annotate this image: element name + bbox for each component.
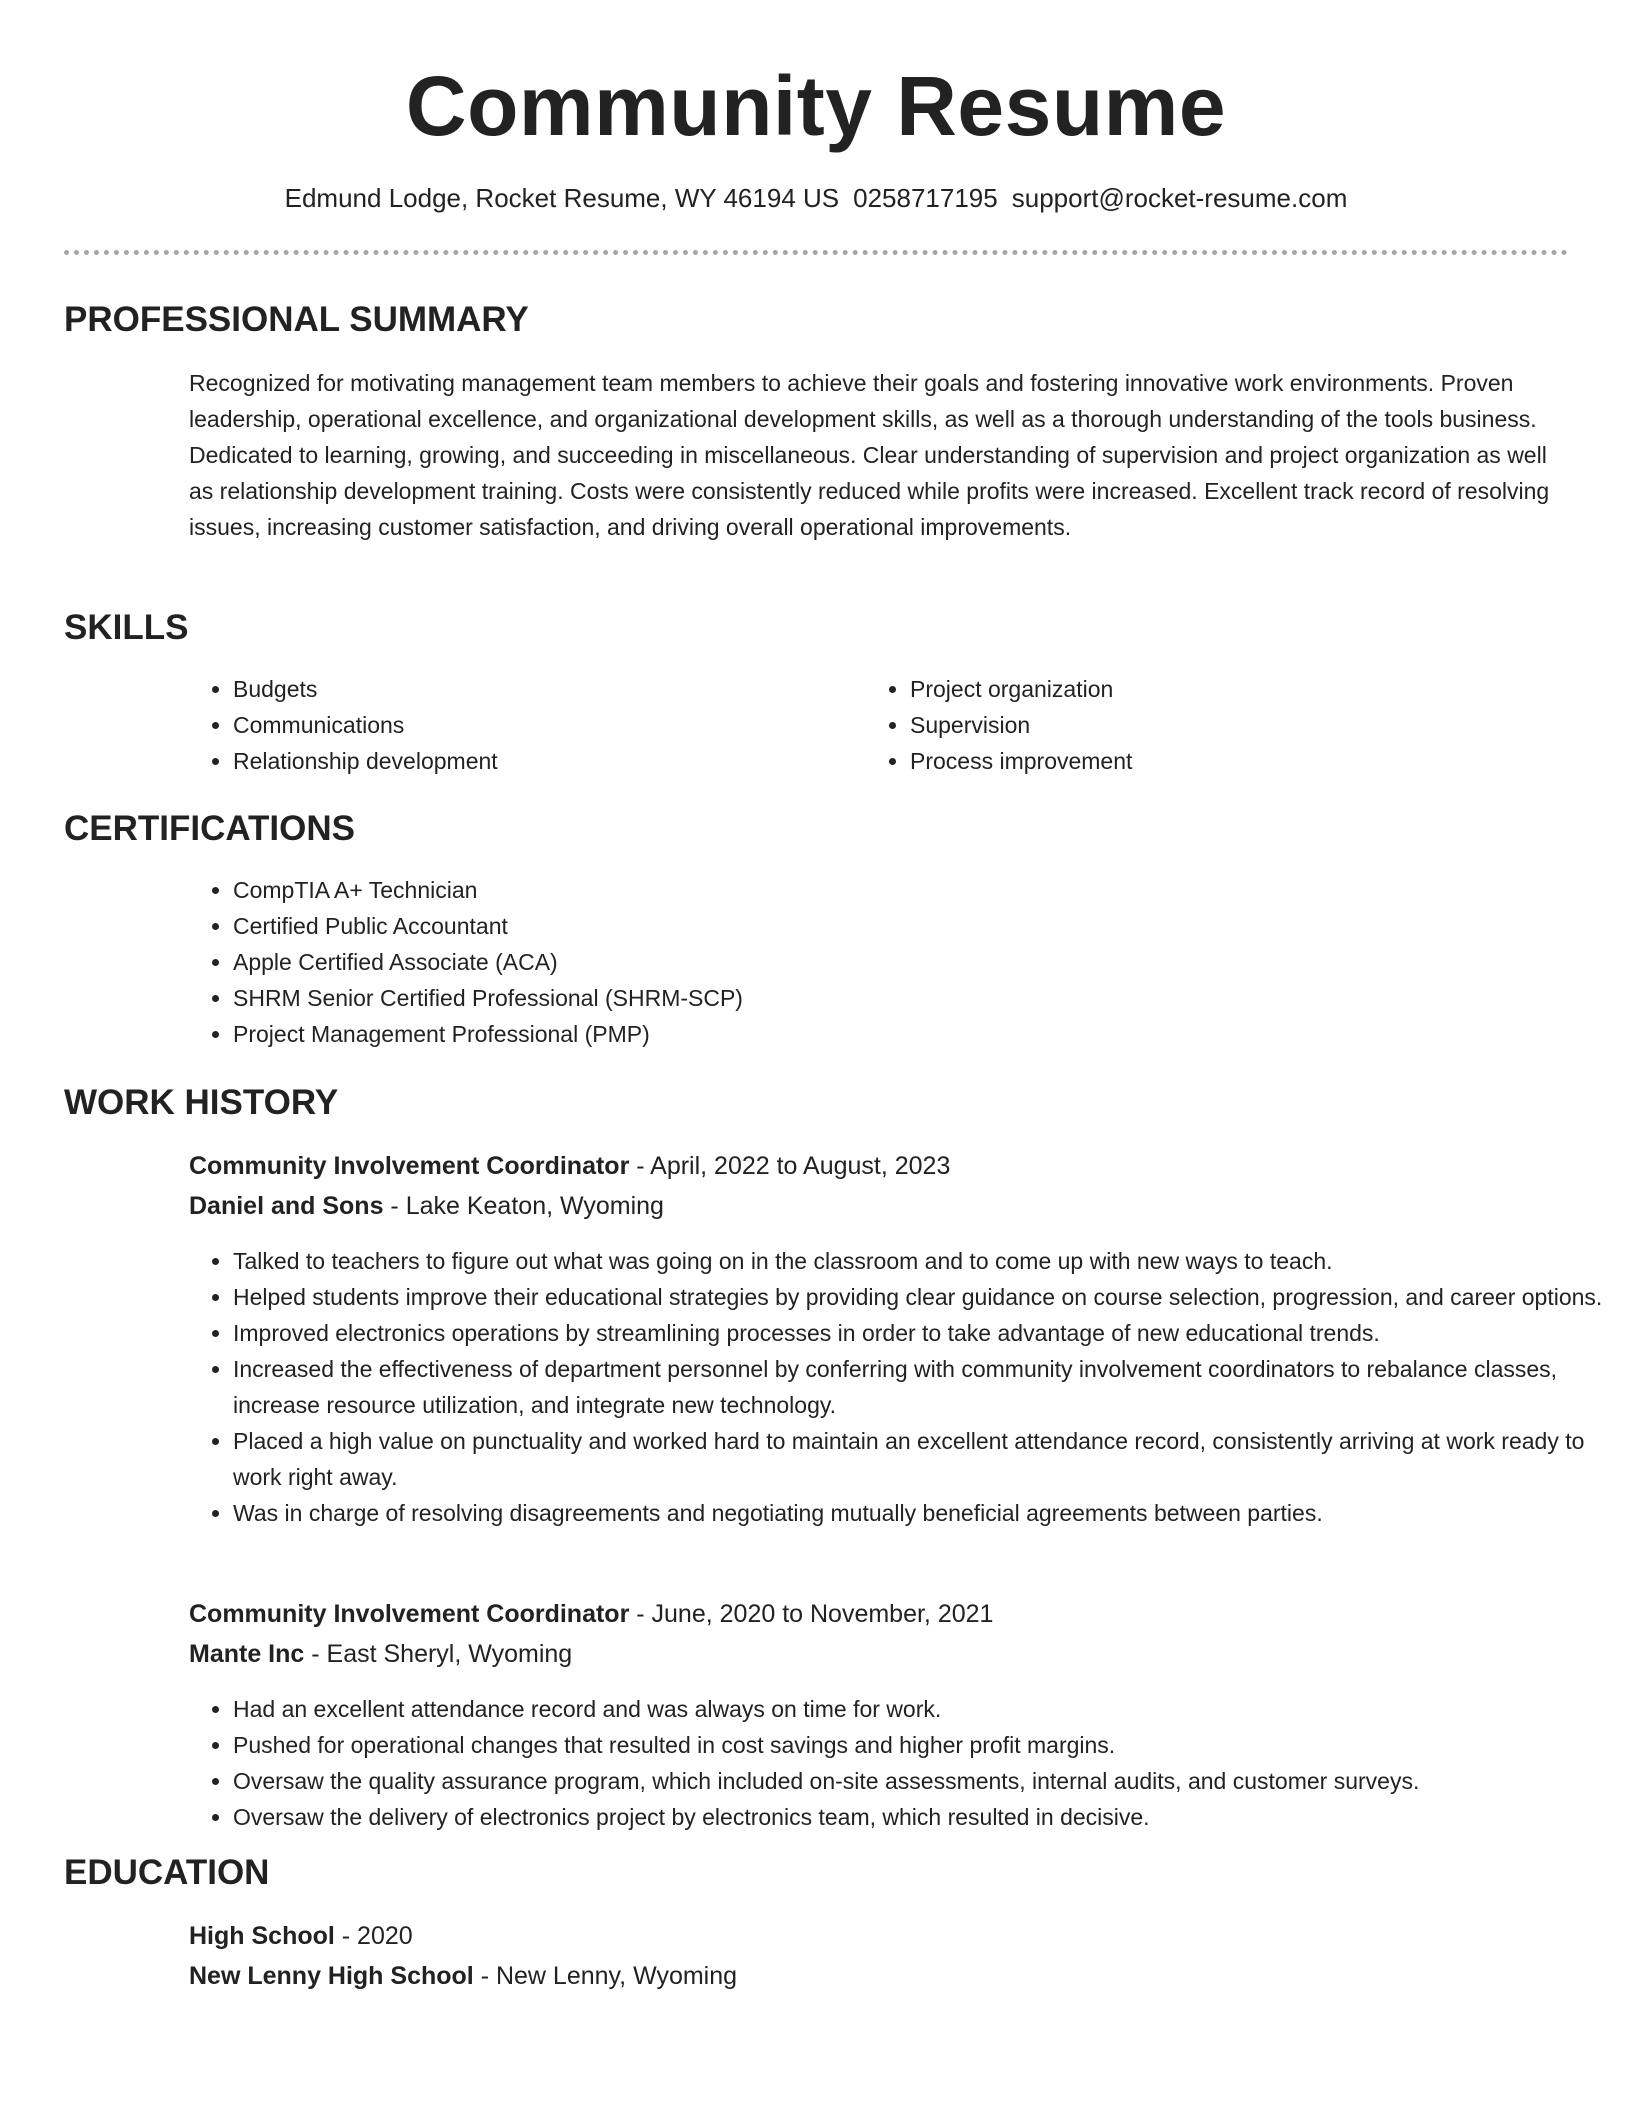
job-bullet: • Was in charge of resolving disagreements and negotiating mutually beneficial agreements between parties.: [233, 1495, 1618, 1531]
skill-item: • Budgets: [233, 671, 833, 707]
work-history-heading: WORK HISTORY: [64, 1083, 339, 1122]
certification-item: • Apple Certified Associate (ACA): [233, 944, 1433, 980]
skills-list-right: [866, 671, 1510, 779]
certification-item: • Project Management Professional (PMP): [233, 1016, 1433, 1052]
skill-item: • Project organization: [910, 671, 1510, 707]
job-company-line: [189, 1636, 572, 1672]
job-title-line: [189, 1596, 993, 1632]
summary-text: Recognized for motivating management team members to achieve their goals and fostering innovative work environments. Proven leadership, operational excellence, and organizational development skills, as well as a thorough understanding of the tools business. Dedicated to learning, growing, and succeeding in miscellaneous. Clear understanding of supervision and project organization as well as relationship development training. Costs were consistently reduced while profits were increased. Excellent track record of resolving issues, increasing customer satisfaction, and driving overall operational improvements.: [189, 370, 1550, 540]
job-bullet: • Placed a high value on punctuality and worked hard to maintain an excellent attendance record, consistently arriving at work ready to work right away.: [233, 1423, 1618, 1495]
job-dates: - June, 2020 to November, 2021: [629, 1600, 994, 1628]
skill-item: • Relationship development: [233, 743, 833, 779]
contact-phone: 0258717195: [853, 183, 998, 213]
job-role: Community Involvement Coordinator: [189, 1600, 630, 1628]
job-company-line: [189, 1188, 664, 1224]
education-school: New Lenny High School: [189, 1962, 474, 1990]
resume-name: Community Resume: [405, 59, 1227, 153]
certification-item: • CompTIA A+ Technician: [233, 872, 1433, 908]
job-dates: - April, 2022 to August, 2023: [629, 1152, 951, 1180]
job-location: - East Sheryl, Wyoming: [304, 1640, 573, 1668]
summary-heading: PROFESSIONAL SUMMARY: [64, 300, 529, 339]
job-bullet: • Oversaw the delivery of electronics project by electronics team, which resulted in decisive.: [233, 1799, 1618, 1835]
education-year: - 2020: [334, 1922, 413, 1950]
job-bullets: [189, 1243, 1618, 1531]
certifications-heading: CERTIFICATIONS: [64, 809, 356, 848]
job-company: Daniel and Sons: [189, 1192, 384, 1220]
skills-list-left: [189, 671, 833, 779]
job-bullets: [189, 1691, 1618, 1835]
job-bullet: • Oversaw the quality assurance program, which included on-site assessments, internal audits, and customer surveys.: [233, 1763, 1618, 1799]
certification-item: • SHRM Senior Certified Professional (SHRM-SCP): [233, 980, 1433, 1016]
job-bullet: • Talked to teachers to figure out what was going on in the classroom and to come up with new ways to teach.: [233, 1243, 1618, 1279]
education-location: - New Lenny, Wyoming: [473, 1962, 738, 1990]
job-location: - Lake Keaton, Wyoming: [383, 1192, 664, 1220]
job-title-line: [189, 1148, 950, 1184]
job-company: Mante Inc: [189, 1640, 305, 1668]
education-degree: High School: [189, 1922, 335, 1950]
contact-address: Edmund Lodge, Rocket Resume, WY 46194 US: [284, 183, 840, 213]
job-role: Community Involvement Coordinator: [189, 1152, 630, 1180]
education-school-line: [189, 1958, 737, 1994]
contact-line: [0, 180, 1632, 216]
certifications-list: [189, 872, 1433, 1052]
job-bullet: • Helped students improve their educational strategies by providing clear guidance on course selection, progression, and career options.: [233, 1279, 1618, 1315]
education-heading: EDUCATION: [64, 1853, 270, 1892]
job-bullet: • Had an excellent attendance record and was always on time for work.: [233, 1691, 1618, 1727]
skill-item: • Process improvement: [910, 743, 1510, 779]
job-bullet: • Pushed for operational changes that resulted in cost savings and higher profit margins.: [233, 1727, 1618, 1763]
header-divider: [64, 250, 1568, 255]
skill-item: • Communications: [233, 707, 833, 743]
contact-email: support@rocket-resume.com: [1011, 183, 1348, 213]
certification-item: • Certified Public Accountant: [233, 908, 1433, 944]
education-degree-line: [189, 1918, 413, 1954]
job-bullet: • Increased the effectiveness of department personnel by conferring with community involvement coordinators to rebalance classes, increase resource utilization, and integrate new technology.: [233, 1351, 1618, 1423]
skills-heading: SKILLS: [64, 608, 189, 647]
skill-item: • Supervision: [910, 707, 1510, 743]
job-bullet: • Improved electronics operations by streamlining processes in order to take advantage of new educational trends.: [233, 1315, 1618, 1351]
